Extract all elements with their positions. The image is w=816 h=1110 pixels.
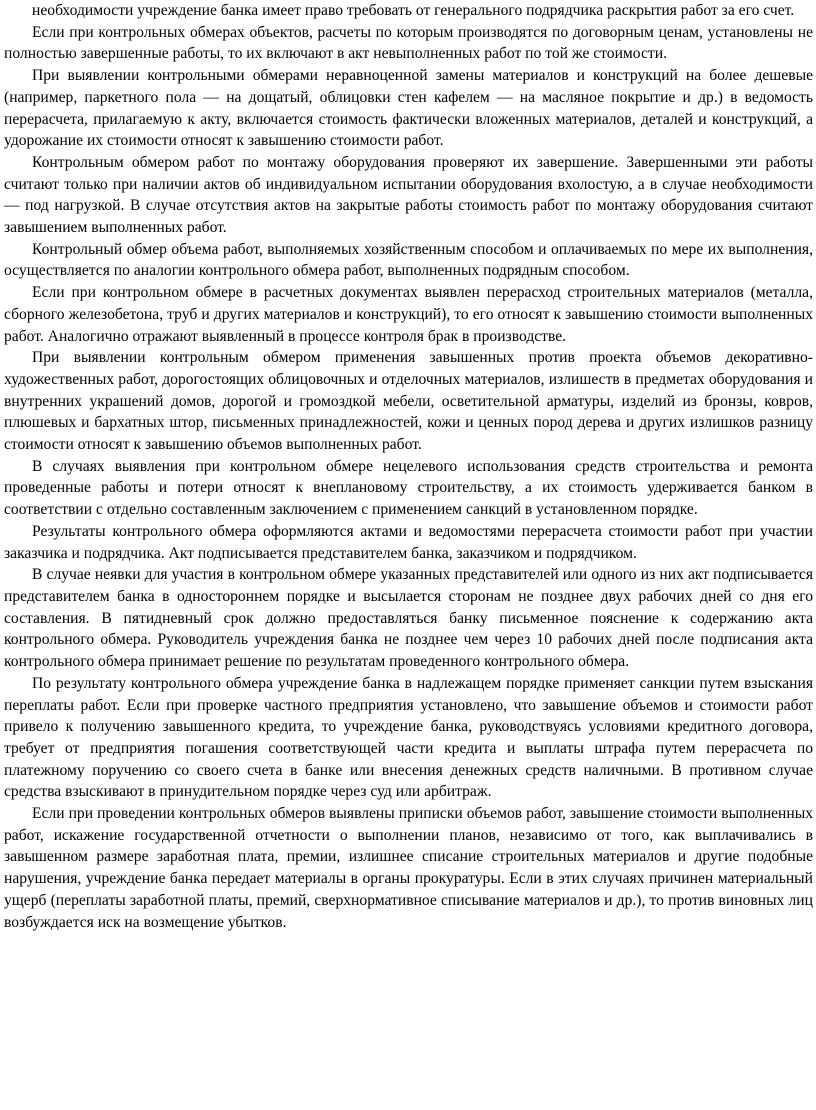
paragraph-4: Контрольным обмером работ по монтажу оборудования проверяют их завершение. Завершенными эти работы считают только при наличии актов об индивидуальном испытании оборудования вхолостую, а в случае необходимости — под нагрузкой. В случае отсутствия актов на закрытые работы стоимость работ по монтажу оборудования считают завышением выполненных работ.: [4, 153, 813, 237]
paragraph-2: Если при контрольных обмерах объектов, расчеты по которым производятся по договорным ценам, установлены не полностью завершенные работы, то их включают в акт невыполненных работ по той же стоимости.: [4, 23, 813, 63]
paragraph-9: Результаты контрольного обмера оформляются актами и ведомостями перерасчета стоимости работ при участии заказчика и подрядчика. Акт подписывается представителем банка, заказчиком и подрядчиком.: [4, 522, 813, 562]
paragraph-3: При выявлении контрольными обмерами неравноценной замены материалов и конструкций на более дешевые (например, паркетного пола — на дощатый, облицовки стен кафелем — на масляное покрытие и др.) в ведомость перерасчета, прилагаемую к акту, включается стоимость фактически вложенных материалов, деталей и конструкций, а удорожание их стоимости относят к завышению стоимости работ.: [4, 67, 813, 150]
paragraph-7: При выявлении контрольным обмером применения завышенных против проекта объемов декоративно-художественных работ, дорогостоящих облицовочных и отделочных материалов, излишеств в предметах оборудования и внутренних украшений домов, дорогой и громоздкой мебели, осветительной арматуры, изделий из бронзы, ковров, плюшевых и бархатных штор, письменных принадлежностей, кожи и ценных пород дерева и других излишков разницу стоимости относят к завышению объемов выполненных работ.: [4, 349, 813, 454]
paragraph-8: В случаях выявления при контрольном обмере нецелевого использования средств строительства и ремонта проведенные работы и потери относят к внеплановому строительству, а их стоимость удерживается банком в соответствии с отдельно составленным заключением с применением санкций в установленном порядке.: [4, 457, 813, 519]
paragraph-1: необходимости учреждение банка имеет право требовать от генерального подрядчика раскрытия работ за его счет.: [32, 2, 795, 19]
paragraph-10: В случае неявки для участия в контрольном обмере указанных представителей или одного из них акт подписывается представителем банка в одностороннем порядке и высылается сторонам не позднее двух рабочих дней со дня его составления. В пятидневный срок должно предоставляться банку письменное пояснение к содержанию акта контрольного обмера. Руководитель учреждения банка не позднее чем через 10 рабочих дней после подписания акта контрольного обмера принимает решение по результатам проведенного контрольного обмера.: [4, 566, 813, 671]
paragraph-6: Если при контрольном обмере в расчетных документах выявлен перерасход строительных материалов (металла, сборного железобетона, труб и других материалов и конструкций), то его относят к завышению стоимости выполненных работ. Аналогично отражают выявленный в процессе контроля брак в производстве.: [4, 284, 813, 345]
paragraph-5: Контрольный обмер объема работ, выполняемых хозяйственным способом и оплачиваемых по мере их выполнения, осуществляется по аналогии контрольного обмера работ, выполненных подрядным способом.: [4, 240, 813, 280]
paragraph-12: Если при проведении контрольных обмеров выявлены приписки объемов работ, завышение стоимости выполненных работ, искажение государственной отчетности о выполнении планов, независимо от того, как выплачивались в завышенном размере заработная плата, премии, излишнее списание строительных материалов и другие подобные нарушения, учреждение банка передает материалы в органы прокуратуры. Если в этих случаях причинен материальный ущерб (переплаты заработной платы, премий, сверхнормативное списывание материалов и др.), то против виновных лиц возбуждается иск на возмещение убытков.: [4, 805, 813, 931]
paragraph-11: По результату контрольного обмера учреждение банка в надлежащем порядке применяет санкции путем взыскания переплаты работ. Если при проверке частного предприятия установлено, что завышение объемов и стоимости работ привело к получению завышенного кредита, то учреждение банка, руководствуясь условиями кредитного договора, требует от предприятия погашения соответствующей части кредита и выплаты штрафа путем перерасчета по платежному поручению со своего счета в банке или внесения денежных средств наличными. В противном случае средства взыскивают в принудительном порядке через суд или арбитраж.: [4, 674, 813, 801]
